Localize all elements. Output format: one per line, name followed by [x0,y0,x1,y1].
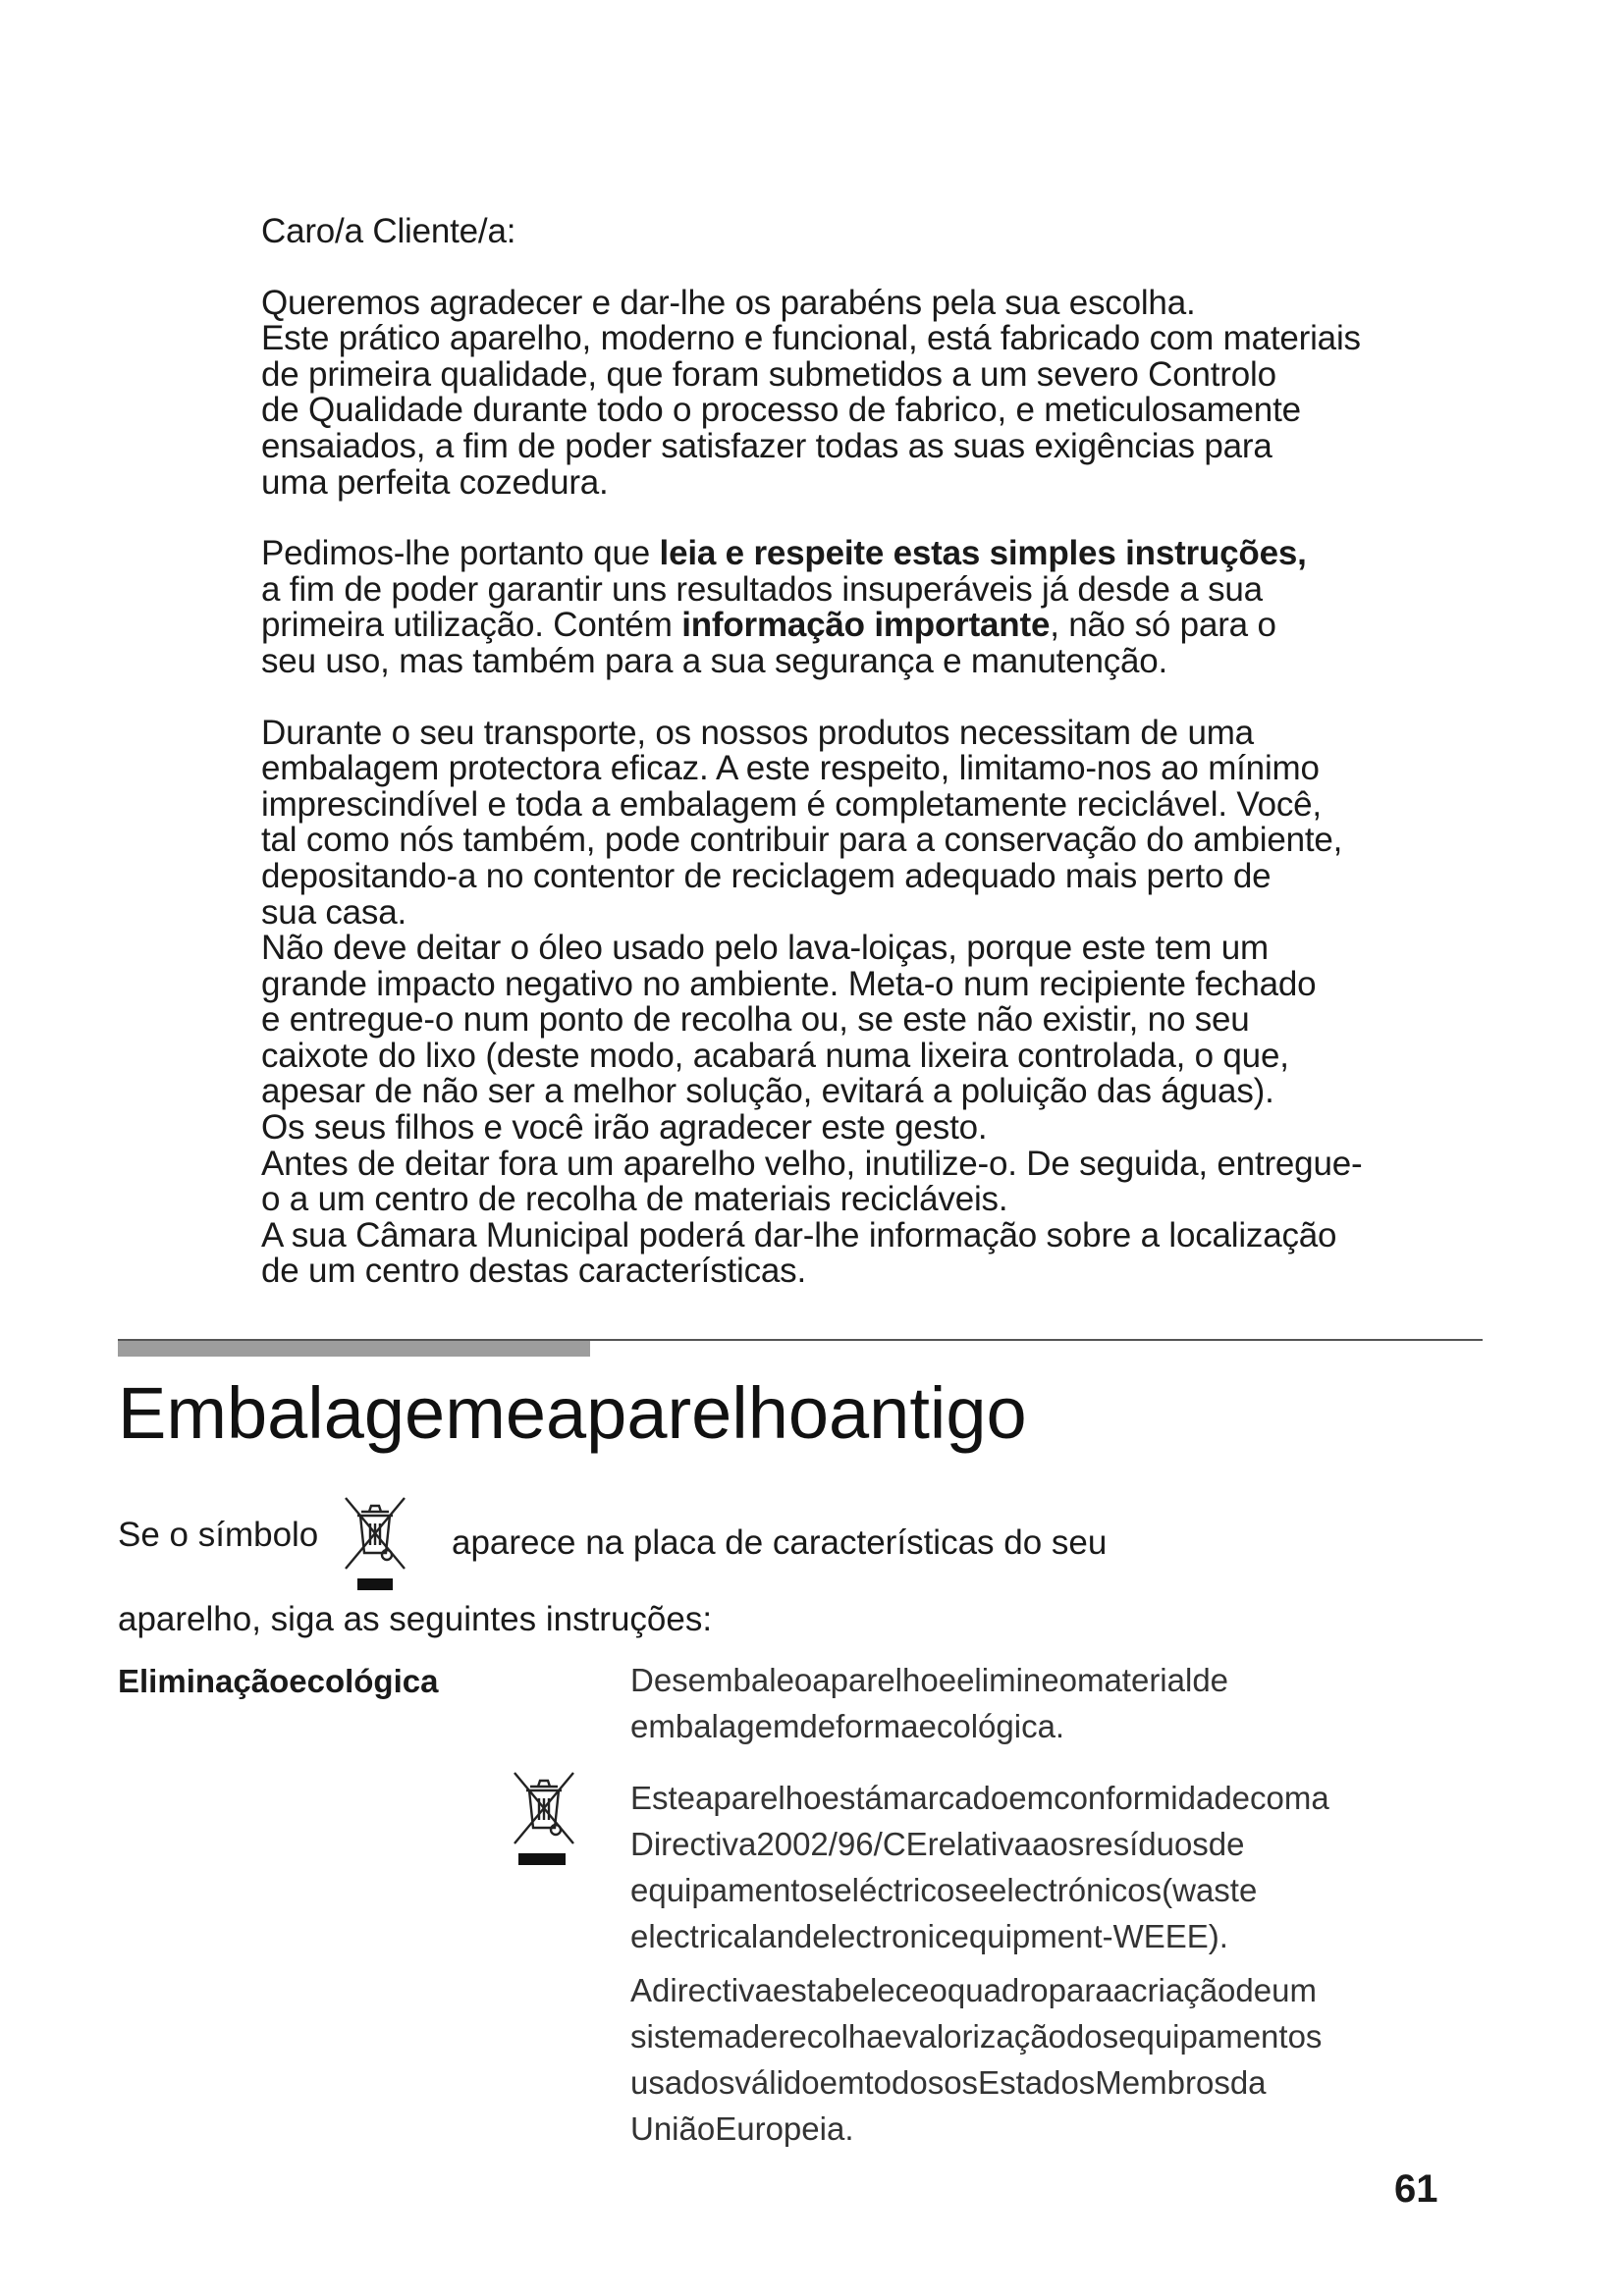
text-line: Adirectivaestabeleceoquadroparaacriaçãodeum [630,1972,1317,2008]
text-line: seu uso, mas também para a sua segurança e manutenção. [261,641,1168,680]
text-line: UniãoEuropeia. [630,2110,854,2147]
paragraph-instructions [261,536,1420,679]
disposal-paragraph-1 [630,1657,1416,1749]
symbol-sentence-end: aparece na placa de características do seu [452,1523,1108,1562]
emphasis-important-info: informação importante [681,606,1051,645]
text-line: ensaiados, a fim de poder satisfazer todas as suas exigências para [261,426,1272,465]
text-line: de primeira qualidade, que foram submetidos a um severo Controlo [261,354,1276,394]
text-line: apesar de não ser a melhor solução, evitará a poluição das águas). [261,1072,1274,1111]
text-line: Desembaleoaparelhoeelimineomaterialde [630,1662,1229,1698]
text-line: embalagem protectora eficaz. A este respeito, limitamo-nos ao mínimo [261,749,1320,788]
disposal-paragraph-3 [630,1967,1416,2152]
text-line: caixote do lixo (deste modo, acabará numa lixeira controlada, o que, [261,1036,1289,1075]
text-line: Antes de deitar fora um aparelho velho, inutilize-o. De seguida, entregue- [261,1144,1363,1183]
text-line: Durante o seu transporte, os nossos produtos necessitam de uma [261,713,1254,752]
text-line: primeira utilização. Contém [261,606,682,645]
text-line: tal como nós também, pode contribuir para a conservação do ambiente, [261,821,1343,860]
greeting: Caro/a Cliente/a: [261,212,516,250]
intro-text [261,214,1420,1290]
paragraph-thanks [261,283,1420,502]
text-line: Esteaparelhoestámarcadoemconformidadecoma [630,1780,1329,1816]
text-line: A sua Câmara Municipal poderá dar-lhe informação sobre a localização [261,1215,1337,1255]
text-line: a fim de poder garantir uns resultados insuperáveis já desde a sua [261,569,1263,609]
text-line: grande impacto negativo no ambiente. Meta-o num recipiente fechado [261,964,1317,1003]
text-line: de Qualidade durante todo o processo de fabrico, e meticulosamente [261,391,1301,430]
text-line: depositando-a no contentor de reciclagem adequado mais perto de [261,856,1272,895]
disposal-paragraph-2 [630,1775,1416,1959]
crossed-out-wheelie-bin-icon [509,1767,579,1871]
symbol-sentence-line2: aparelho, siga as seguintes instruções: [118,1600,713,1638]
text-line: e entregue-o num ponto de recolha ou, se este não existir, no seu [261,1000,1250,1040]
text-line: Os seus filhos e você irão agradecer este gesto. [261,1108,988,1148]
symbol-sentence-start: Se o símbolo [118,1516,319,1554]
text-line: Não deve deitar o óleo usado pelo lava-loiças, porque este tem um [261,929,1269,968]
text-line: Pedimos-lhe portanto que [261,534,660,573]
text-line: usadosválidoemtodososEstadosMembrosda [630,2064,1267,2101]
text-line: , não só para o [1050,606,1276,645]
eco-disposal-label: Eliminaçãoecológica [118,1663,439,1699]
text-line: o a um centro de recolha de materiais recicláveis. [261,1180,1008,1219]
paragraph-environment [261,713,1420,1291]
text-line: Queremos agradecer e dar-lhe os parabéns pela sua escolha. [261,283,1196,322]
text-line: Este prático aparelho, moderno e funcional, está fabricado com materiais [261,319,1361,358]
crossed-out-wheelie-bin-icon [340,1492,410,1596]
section-divider-accent [118,1341,590,1357]
text-line: imprescindível e toda a embalagem é completamente reciclável. Você, [261,784,1322,824]
text-line: de um centro destas características. [261,1252,806,1291]
text-line: sistemaderecolhaevalorizaçãodosequipamentos [630,2018,1323,2055]
emphasis-read-instructions: leia e respeite estas simples instruções, [659,534,1307,573]
text-line: uma perfeita cozedura. [261,462,609,502]
text-line: equipamentoseléctricoseelectrónicos(waste [630,1872,1258,1908]
text-line: electricalandelectronicequipment-WEEE). [630,1918,1228,1954]
page-number: 61 [1394,2167,1438,2211]
text-line: embalagemdeformaecológica. [630,1708,1065,1744]
text-line: Directiva2002/96/CErelativaaosresíduosde [630,1826,1245,1862]
section-title: Embalagemeaparelhoantigo [118,1372,1027,1454]
text-line: sua casa. [261,892,407,932]
